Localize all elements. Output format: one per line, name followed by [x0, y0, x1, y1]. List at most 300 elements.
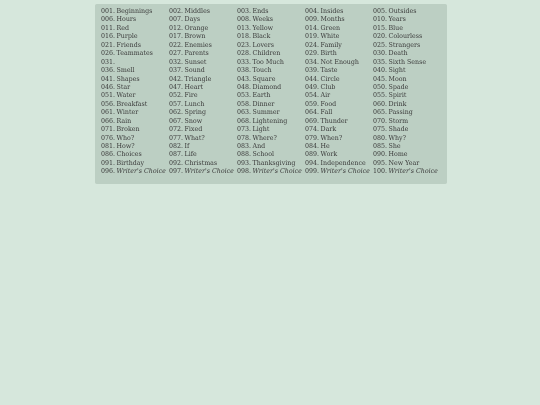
prompt-number: 096. — [101, 168, 116, 176]
prompt-label: Strangers — [388, 41, 421, 49]
prompt-label: Shade — [388, 126, 409, 134]
prompt-number: 009. — [305, 16, 320, 24]
prompt-item[interactable] — [373, 59, 441, 67]
prompt-item[interactable] — [101, 76, 169, 84]
prompt-label: Winter — [116, 109, 139, 117]
prompt-item[interactable] — [305, 109, 373, 117]
prompt-label: Sound — [184, 67, 205, 75]
prompt-label: She — [388, 143, 401, 150]
prompt-item[interactable] — [101, 67, 169, 75]
prompt-label: Passing — [388, 109, 413, 117]
prompt-grid — [101, 8, 441, 177]
prompt-label: Shapes — [116, 75, 140, 83]
prompt-item[interactable] — [237, 151, 305, 159]
prompt-label: Heart — [184, 83, 204, 91]
prompt-label: Rain — [116, 117, 132, 125]
prompt-number: 021. — [101, 41, 116, 49]
prompt-label: Beginnings — [116, 8, 153, 15]
prompt-item[interactable] — [305, 135, 373, 143]
prompt-item[interactable] — [169, 160, 237, 168]
prompt-label: Lunch — [184, 100, 205, 108]
prompt-item[interactable] — [169, 67, 237, 75]
prompt-number: 075. — [373, 126, 388, 134]
prompt-item[interactable] — [101, 135, 169, 143]
prompt-number: 083. — [237, 143, 252, 150]
prompt-item[interactable] — [101, 84, 169, 92]
prompt-item[interactable] — [305, 59, 373, 67]
prompt-number: 031. — [101, 58, 116, 66]
prompt-number: 058. — [237, 100, 252, 108]
prompt-item[interactable] — [101, 126, 169, 134]
prompt-item[interactable] — [169, 33, 237, 41]
prompt-label: Fire — [184, 92, 198, 100]
prompt-number: 081. — [101, 143, 116, 150]
prompt-item[interactable] — [169, 92, 237, 100]
prompt-label: Spirit — [388, 92, 407, 100]
prompt-item[interactable] — [373, 76, 441, 84]
prompt-number: 002. — [169, 8, 184, 15]
prompt-number: 017. — [169, 33, 184, 41]
prompt-item[interactable] — [169, 151, 237, 159]
prompt-item[interactable] — [305, 67, 373, 75]
prompt-label: Choices — [116, 151, 142, 159]
prompt-label: Outsides — [388, 8, 417, 15]
prompt-item[interactable] — [237, 126, 305, 134]
prompt-number: 004. — [305, 8, 320, 15]
prompt-number: 018. — [237, 33, 252, 41]
prompt-item[interactable] — [169, 42, 237, 50]
prompt-label: Middles — [184, 8, 211, 15]
prompt-item[interactable] — [373, 151, 441, 159]
prompt-label: How? — [116, 143, 135, 150]
prompt-label: If — [184, 143, 190, 150]
prompt-item[interactable] — [237, 25, 305, 33]
prompt-label: Drink — [388, 100, 407, 108]
prompt-label: And — [252, 143, 266, 150]
prompt-label: He — [320, 143, 330, 150]
prompt-number: 069. — [305, 117, 320, 125]
prompt-item[interactable] — [373, 33, 441, 41]
prompt-label: New Year — [388, 159, 420, 167]
prompt-number: 016. — [101, 33, 116, 41]
prompt-number: 047. — [169, 83, 184, 91]
prompt-label: Food — [320, 100, 337, 108]
prompt-item[interactable] — [101, 160, 169, 168]
prompt-label: Smell — [116, 67, 135, 75]
prompt-label: Spring — [184, 109, 206, 117]
prompt-number: 098. — [237, 168, 252, 176]
prompt-item[interactable] — [373, 126, 441, 134]
prompt-item[interactable] — [237, 92, 305, 100]
prompt-number: 086. — [101, 151, 116, 159]
prompt-number: 072. — [169, 126, 184, 134]
prompt-number: 046. — [101, 83, 116, 91]
prompt-item[interactable] — [169, 118, 237, 126]
prompt-label: Days — [184, 16, 201, 24]
prompt-item[interactable] — [305, 50, 373, 58]
prompt-label: Not Enough — [320, 58, 359, 66]
prompt-item[interactable] — [373, 67, 441, 75]
prompt-item[interactable] — [305, 42, 373, 50]
prompt-number: 079. — [305, 134, 320, 142]
prompt-item[interactable] — [169, 25, 237, 33]
prompt-item[interactable] — [237, 76, 305, 84]
prompt-number: 038. — [237, 67, 252, 75]
prompt-item[interactable] — [373, 143, 441, 151]
prompt-label: Writer's Choice — [116, 168, 166, 176]
prompt-label: Months — [320, 16, 345, 24]
prompt-label: Earth — [252, 92, 271, 100]
prompt-item[interactable] — [101, 16, 169, 24]
prompt-item[interactable] — [305, 118, 373, 126]
prompt-number: 032. — [169, 58, 184, 66]
prompt-number: 049. — [305, 83, 320, 91]
prompt-number: 093. — [237, 159, 252, 167]
prompt-label: Broken — [116, 126, 140, 134]
prompt-item[interactable] — [101, 59, 169, 67]
prompt-item[interactable] — [305, 84, 373, 92]
prompt-item[interactable] — [101, 109, 169, 117]
prompt-label: Dark — [320, 126, 337, 134]
prompt-number: 089. — [305, 151, 320, 159]
prompt-label: Taste — [320, 67, 338, 75]
prompt-item[interactable] — [237, 8, 305, 16]
prompt-label: Circle — [320, 75, 340, 83]
prompt-number: 024. — [305, 41, 320, 49]
prompt-label: Birth — [320, 50, 337, 58]
prompt-number: 033. — [237, 58, 252, 66]
prompt-label: Work — [320, 151, 338, 159]
prompt-label: Writer's Choice — [184, 168, 234, 176]
prompt-number: 048. — [237, 83, 252, 91]
prompt-label: Touch — [252, 67, 272, 75]
prompt-number: 013. — [237, 24, 252, 32]
prompt-number: 052. — [169, 92, 184, 100]
prompt-item[interactable] — [169, 101, 237, 109]
prompt-number: 014. — [305, 24, 320, 32]
prompt-number: 042. — [169, 75, 184, 83]
prompt-item[interactable] — [101, 33, 169, 41]
prompt-number: 030. — [373, 50, 388, 58]
prompt-item[interactable] — [169, 8, 237, 16]
prompt-item[interactable] — [373, 8, 441, 16]
prompt-item[interactable] — [169, 109, 237, 117]
prompt-table-panel — [95, 4, 447, 184]
prompt-label: Air — [320, 92, 331, 100]
prompt-number: 064. — [305, 109, 320, 117]
prompt-number: 066. — [101, 117, 116, 125]
prompt-label: Colourless — [388, 33, 423, 41]
prompt-number: 019. — [305, 33, 320, 41]
prompt-number: 082. — [169, 143, 184, 150]
prompt-number: 025. — [373, 41, 388, 49]
prompt-number: 010. — [373, 16, 388, 24]
prompt-label: Orange — [184, 24, 209, 32]
prompt-item[interactable] — [373, 160, 441, 168]
prompt-item[interactable] — [237, 67, 305, 75]
prompt-label: Insides — [320, 8, 344, 15]
prompt-label: Spade — [388, 83, 409, 91]
prompt-label: Children — [252, 50, 281, 58]
prompt-number: 039. — [305, 67, 320, 75]
prompt-label: School — [252, 151, 275, 159]
prompt-item[interactable] — [101, 92, 169, 100]
prompt-item[interactable] — [101, 143, 169, 151]
prompt-item[interactable] — [101, 168, 169, 176]
prompt-item[interactable] — [237, 50, 305, 58]
prompt-number: 063. — [237, 109, 252, 117]
prompt-number: 071. — [101, 126, 116, 134]
prompt-label: Writer's Choice — [388, 168, 438, 176]
prompt-number: 065. — [373, 109, 388, 117]
prompt-item[interactable] — [305, 33, 373, 41]
prompt-label: Too Much — [252, 58, 284, 66]
prompt-number: 091. — [101, 159, 116, 167]
prompt-number: 036. — [101, 67, 116, 75]
prompt-number: 088. — [237, 151, 252, 159]
prompt-item[interactable] — [373, 118, 441, 126]
prompt-label: Breakfast — [116, 100, 148, 108]
prompt-item[interactable] — [237, 109, 305, 117]
prompt-number: 045. — [373, 75, 388, 83]
prompt-item[interactable] — [237, 59, 305, 67]
prompt-label: Teammates — [116, 50, 153, 58]
prompt-number: 070. — [373, 117, 388, 125]
prompt-number: 077. — [169, 134, 184, 142]
prompt-item[interactable] — [373, 101, 441, 109]
prompt-number: 055. — [373, 92, 388, 100]
prompt-item[interactable] — [237, 101, 305, 109]
prompt-number: 100. — [373, 168, 388, 176]
prompt-number: 008. — [237, 16, 252, 24]
prompt-label: Family — [320, 41, 342, 49]
prompt-label: Brown — [184, 33, 206, 41]
prompt-label: Sight — [388, 67, 406, 75]
prompt-item[interactable] — [305, 126, 373, 134]
prompt-item[interactable] — [237, 42, 305, 50]
prompt-label: Where? — [252, 134, 277, 142]
prompt-item[interactable] — [237, 16, 305, 24]
prompt-label: Lightening — [252, 117, 288, 125]
prompt-label: Summer — [252, 109, 280, 117]
prompt-number: 011. — [101, 24, 116, 32]
prompt-number: 015. — [373, 24, 388, 32]
prompt-number: 060. — [373, 100, 388, 108]
prompt-number: 054. — [305, 92, 320, 100]
prompt-number: 062. — [169, 109, 184, 117]
prompt-item[interactable] — [373, 168, 441, 176]
prompt-label: Fall — [320, 109, 333, 117]
prompt-number: 094. — [305, 159, 320, 167]
prompt-label: Life — [184, 151, 197, 159]
prompt-number: 087. — [169, 151, 184, 159]
prompt-item[interactable] — [237, 84, 305, 92]
prompt-item[interactable] — [305, 92, 373, 100]
prompt-label: Light — [252, 126, 270, 134]
prompt-label: Fixed — [184, 126, 203, 134]
prompt-number: 080. — [373, 134, 388, 142]
prompt-item[interactable] — [169, 76, 237, 84]
prompt-label: Black — [252, 33, 271, 41]
prompt-label: Triangle — [184, 75, 212, 83]
prompt-item[interactable] — [101, 25, 169, 33]
prompt-label: Home — [388, 151, 408, 159]
prompt-number: 037. — [169, 67, 184, 75]
prompt-item[interactable] — [101, 118, 169, 126]
prompt-number: 095. — [373, 159, 388, 167]
prompt-label: Blue — [388, 24, 403, 32]
prompt-item[interactable] — [237, 168, 305, 176]
prompt-number: 074. — [305, 126, 320, 134]
prompt-label: What? — [184, 134, 205, 142]
prompt-item[interactable] — [169, 143, 237, 151]
prompt-item[interactable] — [101, 101, 169, 109]
prompt-number: 059. — [305, 100, 320, 108]
prompt-label: White — [320, 33, 340, 41]
prompt-number: 056. — [101, 100, 116, 108]
prompt-number: 034. — [305, 58, 320, 66]
prompt-number: 041. — [101, 75, 116, 83]
prompt-number: 099. — [305, 168, 320, 176]
prompt-label: Storm — [388, 117, 409, 125]
prompt-number: 050. — [373, 83, 388, 91]
prompt-item[interactable] — [305, 76, 373, 84]
prompt-item[interactable] — [305, 160, 373, 168]
prompt-number: 040. — [373, 67, 388, 75]
prompt-number: 092. — [169, 159, 184, 167]
prompt-number: 084. — [305, 143, 320, 150]
prompt-label: Star — [116, 83, 131, 91]
prompt-item[interactable] — [373, 135, 441, 143]
prompt-label: Writer's Choice — [320, 168, 370, 176]
prompt-number: 035. — [373, 58, 388, 66]
prompt-label: Sixth Sense — [388, 58, 427, 66]
prompt-label: Death — [388, 50, 408, 58]
prompt-number: 023. — [237, 41, 252, 49]
prompt-label: Parents — [184, 50, 209, 58]
prompt-item[interactable] — [237, 135, 305, 143]
prompt-item[interactable] — [305, 101, 373, 109]
prompt-number: 027. — [169, 50, 184, 58]
prompt-number: 005. — [373, 8, 388, 15]
prompt-label: Birthday — [116, 159, 145, 167]
prompt-number: 001. — [101, 8, 116, 15]
prompt-item[interactable] — [305, 151, 373, 159]
prompt-item[interactable] — [373, 92, 441, 100]
prompt-number: 097. — [169, 168, 184, 176]
prompt-label: Purple — [116, 33, 138, 41]
prompt-item[interactable] — [305, 25, 373, 33]
prompt-label: When? — [320, 134, 343, 142]
prompt-item[interactable] — [373, 50, 441, 58]
prompt-label: Ends — [252, 8, 269, 15]
prompt-item[interactable] — [237, 143, 305, 151]
prompt-number: 026. — [101, 50, 116, 58]
prompt-item[interactable] — [169, 126, 237, 134]
prompt-number: 020. — [373, 33, 388, 41]
prompt-number: 044. — [305, 75, 320, 83]
prompt-label: Christmas — [184, 159, 218, 167]
prompt-number: 085. — [373, 143, 388, 150]
prompt-item[interactable] — [373, 25, 441, 33]
prompt-number: 007. — [169, 16, 184, 24]
prompt-number: 012. — [169, 24, 184, 32]
prompt-item[interactable] — [373, 84, 441, 92]
prompt-label: Square — [252, 75, 276, 83]
prompt-item[interactable] — [101, 8, 169, 16]
prompt-item[interactable] — [373, 42, 441, 50]
prompt-label: Who? — [116, 134, 135, 142]
prompt-item[interactable] — [305, 16, 373, 24]
prompt-label: Dinner — [252, 100, 275, 108]
prompt-label: Friends — [116, 41, 141, 49]
prompt-label: Snow — [184, 117, 203, 125]
prompt-item[interactable] — [305, 8, 373, 16]
prompt-number: 028. — [237, 50, 252, 58]
prompt-item[interactable] — [169, 84, 237, 92]
prompt-item[interactable] — [101, 42, 169, 50]
prompt-number: 022. — [169, 41, 184, 49]
prompt-label: Independence — [320, 159, 366, 167]
prompt-number: 053. — [237, 92, 252, 100]
prompt-label: Thanksgiving — [252, 159, 296, 167]
prompt-item[interactable] — [169, 135, 237, 143]
prompt-item[interactable] — [169, 59, 237, 67]
prompt-number: 076. — [101, 134, 116, 142]
prompt-item[interactable] — [169, 50, 237, 58]
prompt-item[interactable] — [237, 160, 305, 168]
prompt-item[interactable] — [237, 33, 305, 41]
prompt-label: Red — [116, 24, 130, 32]
prompt-item[interactable] — [237, 118, 305, 126]
prompt-item[interactable] — [373, 16, 441, 24]
prompt-number: 043. — [237, 75, 252, 83]
prompt-number: 078. — [237, 134, 252, 142]
prompt-label: Sunset — [184, 58, 207, 66]
prompt-number: 067. — [169, 117, 184, 125]
prompt-label: Weeks — [252, 16, 273, 24]
prompt-label: Enemies — [184, 41, 212, 49]
prompt-label: Diamond — [252, 83, 282, 91]
prompt-number: 073. — [237, 126, 252, 134]
prompt-label: Water — [116, 92, 136, 100]
prompt-number: 051. — [101, 92, 116, 100]
prompt-item[interactable] — [169, 16, 237, 24]
prompt-item[interactable] — [169, 168, 237, 176]
prompt-label: Years — [388, 16, 406, 24]
prompt-label: Writer's Choice — [252, 168, 302, 176]
prompt-number: 006. — [101, 16, 116, 24]
prompt-label: Thunder — [320, 117, 348, 125]
prompt-label: Hours — [116, 16, 137, 24]
prompt-number: 003. — [237, 8, 252, 15]
prompt-item[interactable] — [305, 168, 373, 176]
prompt-label: Yellow — [252, 24, 274, 32]
prompt-number: 061. — [101, 109, 116, 117]
prompt-item[interactable] — [305, 143, 373, 151]
prompt-label: Club — [320, 83, 336, 91]
prompt-item[interactable] — [373, 109, 441, 117]
prompt-label: Green — [320, 24, 341, 32]
prompt-number: 068. — [237, 117, 252, 125]
prompt-number: 057. — [169, 100, 184, 108]
prompt-label: Why? — [388, 134, 406, 142]
prompt-label: Moon — [388, 75, 407, 83]
prompt-item[interactable] — [101, 50, 169, 58]
prompt-number: 029. — [305, 50, 320, 58]
prompt-item[interactable] — [101, 151, 169, 159]
prompt-label: Lovers — [252, 41, 275, 49]
